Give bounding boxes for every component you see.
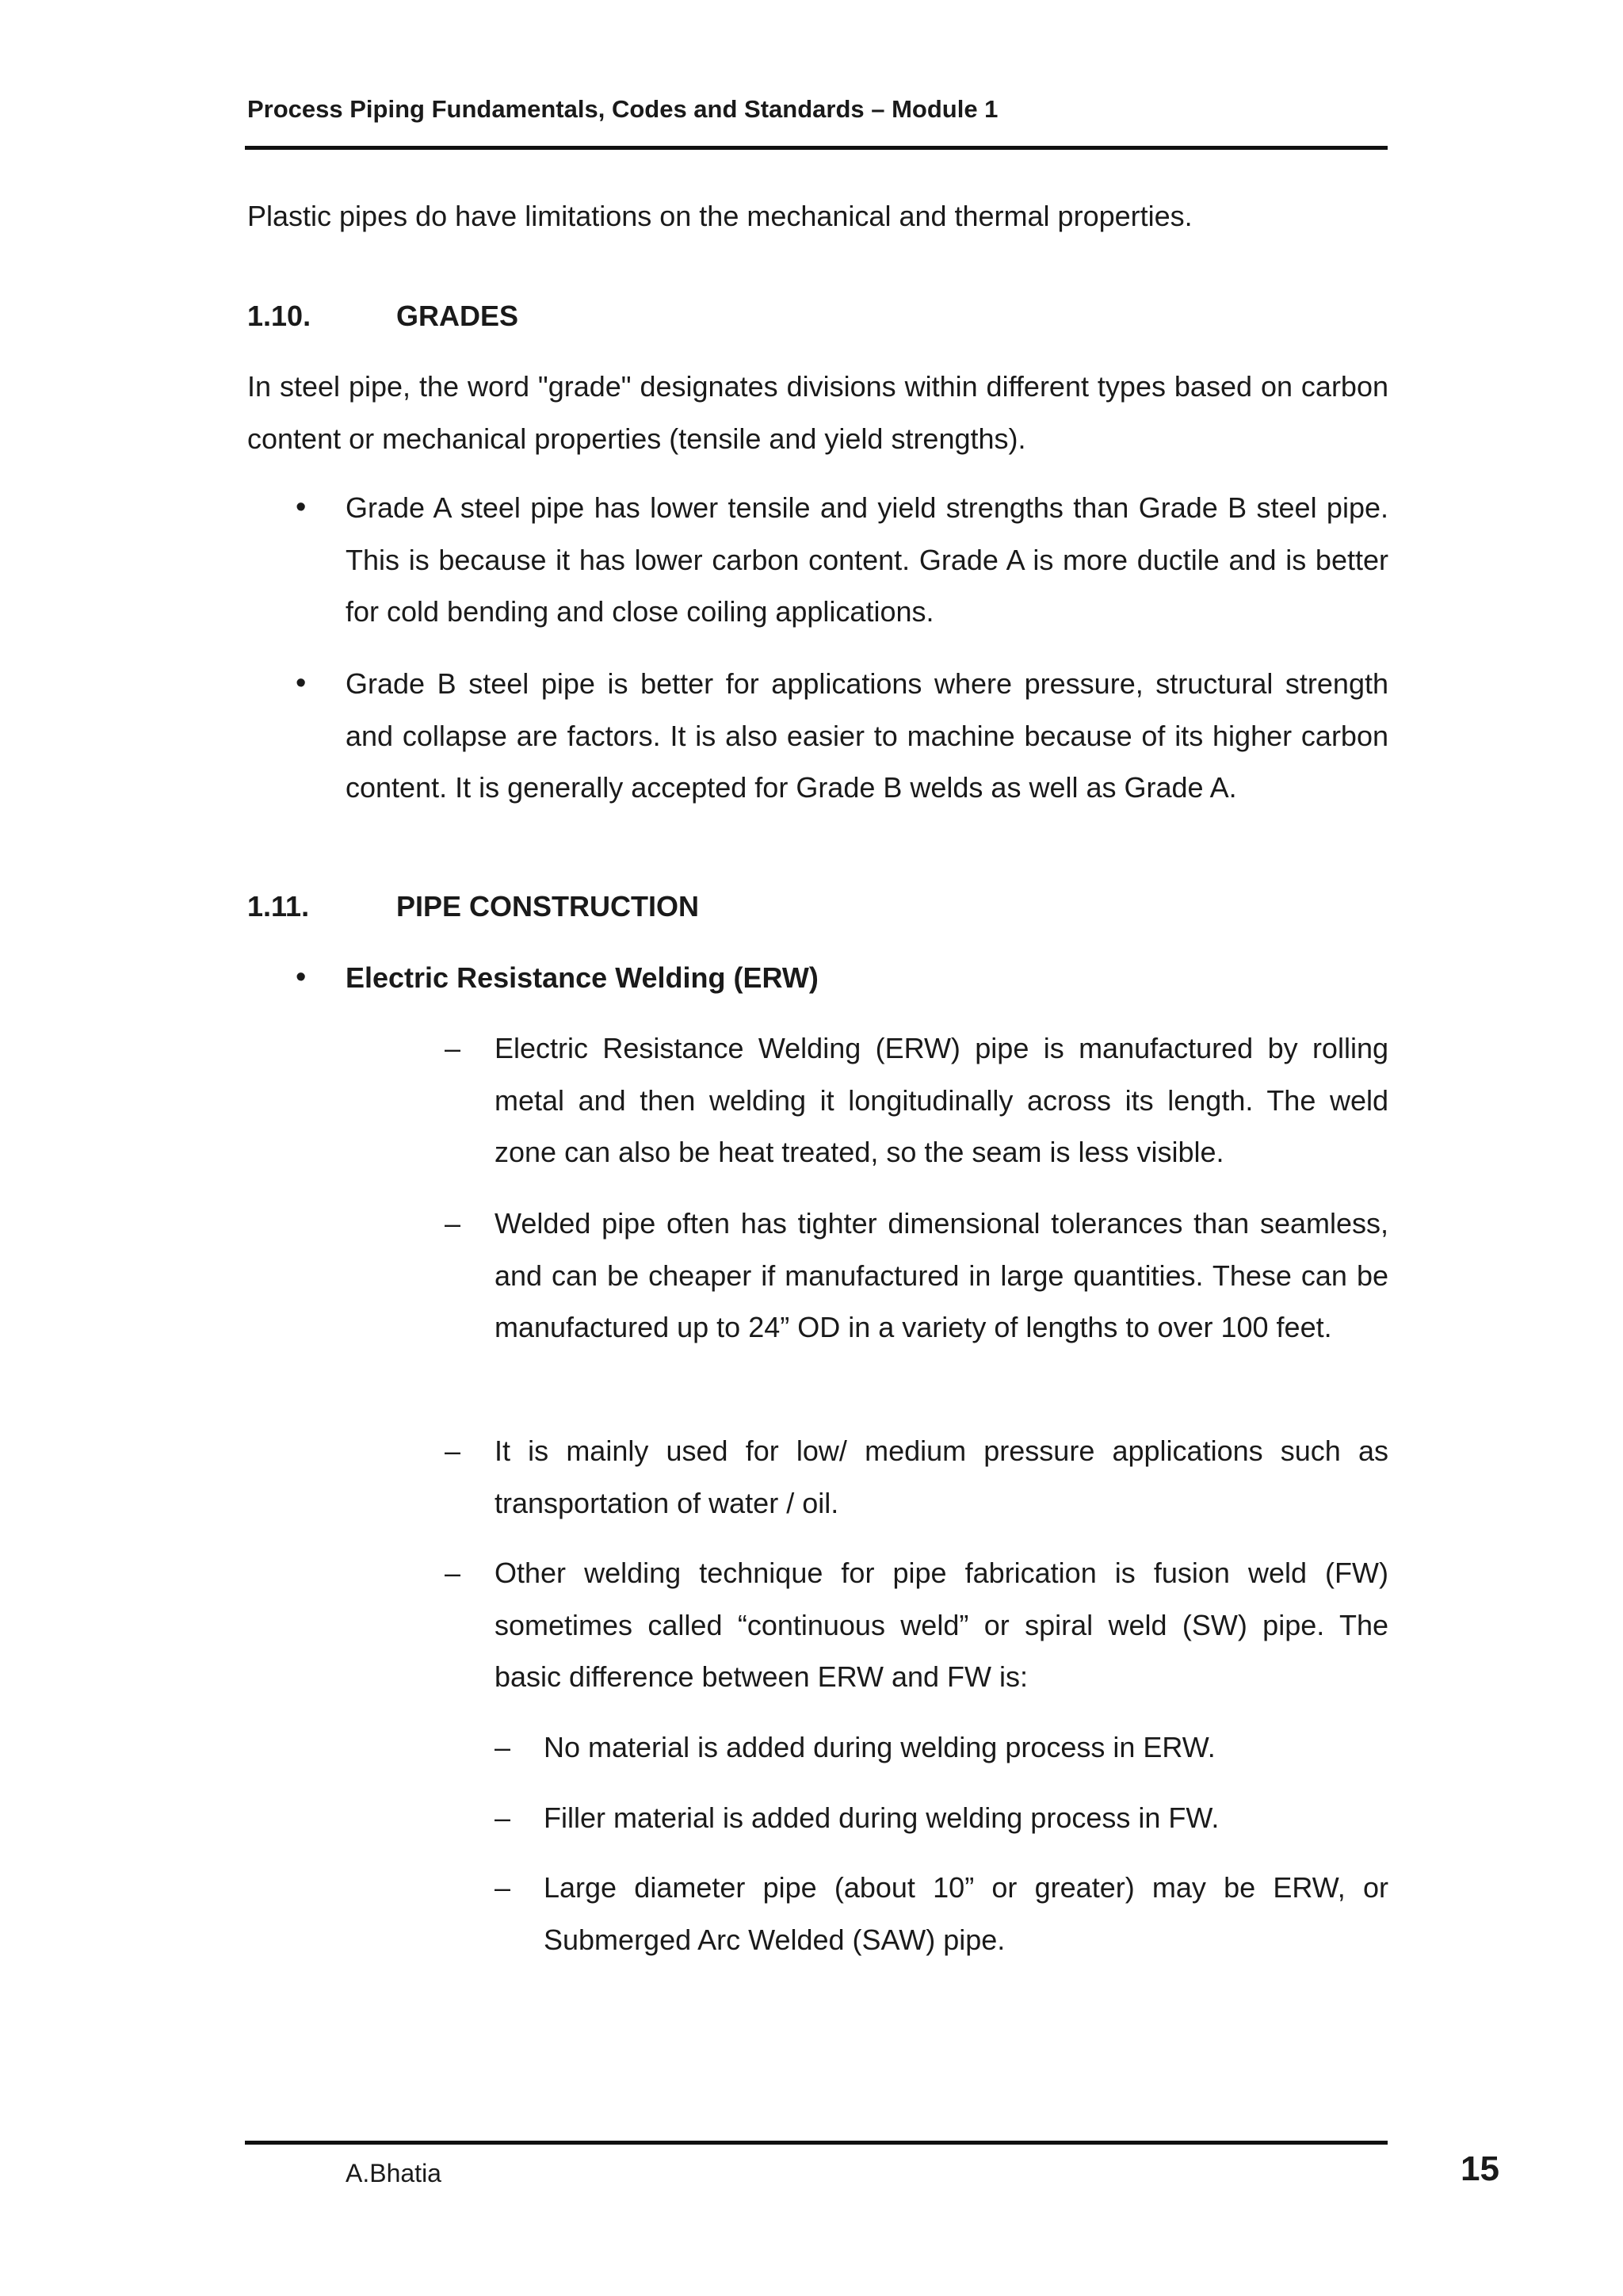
dash-marker: – <box>495 1871 511 1904</box>
bullet-marker: • <box>296 961 307 994</box>
erw-item-3: It is mainly used for low/ medium pressure applications such as transportation of water / oil. <box>495 1435 1388 1519</box>
dash-marker: – <box>445 1435 461 1467</box>
grade-a-bullet: Grade A steel pipe has lower tensile and yield strengths than Grade B steel pipe. This is because it has lower carbon content. Grade A is more ductile and is better for cold bending and close coiling applications. <box>346 491 1388 628</box>
erw-sub-item-3: Large diameter pipe (about 10” or greater) may be ERW, or Submerged Arc Welded (SAW) pipe. <box>544 1871 1388 1956</box>
erw-item-1: Electric Resistance Welding (ERW) pipe is manufactured by rolling metal and then welding it longitudinally across its length. The weld zone can also be heat treated, so the seam is less visible. <box>495 1032 1388 1168</box>
section-title: PIPE CONSTRUCTION <box>396 890 700 923</box>
section-heading-pipe-construction <box>247 890 699 923</box>
grades-paragraph: In steel pipe, the word "grade" designates divisions within different types based on carbon content or mechanical properties (tensile and yield strengths). <box>247 370 1388 455</box>
erw-bullet-title: Electric Resistance Welding (ERW) <box>346 961 819 994</box>
page-number: 15 <box>1461 2149 1499 2188</box>
bullet-marker: • <box>296 491 307 524</box>
erw-item-4: Other welding technique for pipe fabrication is fusion weld (FW) sometimes called “continuous weld” or spiral weld (SW) pipe. The basic difference between ERW and FW is: <box>495 1557 1388 1693</box>
header-rule <box>245 146 1388 150</box>
erw-item-2: Welded pipe often has tighter dimensional tolerances than seamless, and can be cheaper if manufactured in large quantities. These can be manufactured up to 24” OD in a variety of lengths to over 100 feet. <box>495 1207 1388 1343</box>
erw-sub-item-1: No material is added during welding process in ERW. <box>544 1731 1216 1763</box>
dash-marker: – <box>445 1207 461 1240</box>
section-title: GRADES <box>396 300 519 332</box>
intro-paragraph: Plastic pipes do have limitations on the mechanical and thermal properties. <box>247 200 1193 232</box>
running-header: Process Piping Fundamentals, Codes and Standards – Module 1 <box>247 95 999 123</box>
bullet-marker: • <box>296 667 307 700</box>
grade-b-bullet: Grade B steel pipe is better for applications where pressure, structural strength and collapse are factors. It is also easier to machine because of its higher carbon content. It is generally accepted for Grade B welds as well as Grade A. <box>346 667 1388 804</box>
section-number: 1.11. <box>247 890 310 923</box>
section-number: 1.10. <box>247 300 311 332</box>
dash-marker: – <box>495 1801 511 1834</box>
erw-sub-item-2: Filler material is added during welding process in FW. <box>544 1801 1220 1834</box>
dash-marker: – <box>445 1557 461 1589</box>
dash-marker: – <box>495 1731 511 1763</box>
footer-rule <box>245 2141 1388 2145</box>
section-heading-grades <box>247 300 518 333</box>
footer-author: A.Bhatia <box>346 2159 441 2187</box>
dash-marker: – <box>445 1032 461 1064</box>
